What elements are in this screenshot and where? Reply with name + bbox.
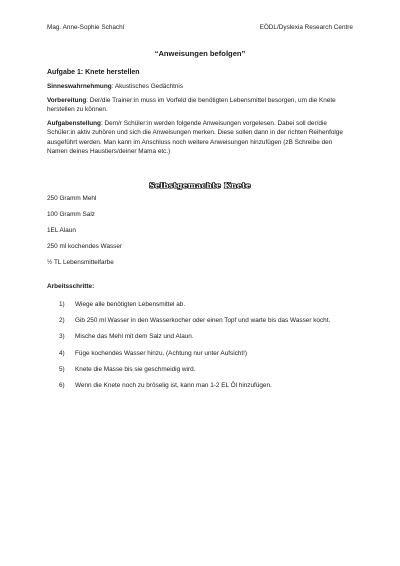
perception-text: : Akustisches Gedächtnis (111, 83, 184, 90)
step-item (59, 301, 185, 308)
step-number: 5) (59, 366, 65, 373)
step-text: Knete die Masse bis sie geschmeidig wird. (75, 366, 196, 373)
header-organization: EÖDL/Dyslexia Research Centre (259, 24, 353, 31)
step-number: 6) (59, 382, 65, 389)
step-text: Gib 250 ml Wasser in den Wasserkocher oder einen Topf und warte bis das Wasser kocht. (75, 317, 331, 324)
step-item (59, 317, 330, 324)
perception-paragraph (47, 82, 353, 91)
step-number: 2) (59, 317, 65, 324)
step-number: 4) (59, 350, 65, 357)
ingredient-item: 250 ml kochendes Wasser (47, 243, 123, 250)
step-text: Mische das Mehl mit dem Salz und Alaun. (75, 333, 194, 340)
task-heading: Aufgabe 1: Knete herstellen (47, 69, 140, 76)
step-item (59, 350, 247, 357)
step-number: 1) (59, 301, 65, 308)
step-number: 3) (59, 333, 65, 340)
steps-heading: Arbeitsschritte: (47, 283, 95, 290)
ingredient-item: 250 Gramm Mehl (47, 195, 97, 202)
step-text: Füge kochendes Wasser hinzu. (Achtung nur unter Aufsicht!) (75, 350, 248, 357)
ingredient-item: 1EL Alaun (47, 227, 76, 234)
preparation-paragraph (47, 96, 353, 115)
preparation-label: Vorbereitung (47, 97, 87, 104)
perception-label: Sinneswahrnehmung (47, 83, 112, 90)
step-item (59, 333, 194, 340)
step-item (59, 382, 272, 389)
step-text: Wenn die Knete noch zu bröselig ist, kann man 1-2 EL Öl hinzufügen. (75, 382, 272, 389)
step-text: Wiege alle benötigten Lebensmittel ab. (75, 301, 186, 308)
instruction-label: Aufgabenstellung (47, 120, 101, 127)
instruction-text: : Dem/r Schüler:in werden folgende Anweisungen vorgelesen. Dabei soll der/die Schüler:in aktiv zuhören und sich die Anweisungen merken. Diese sollen dann in der richten Reihenfolge ausgeführt werden. Man kann im Anschluss noch weitere Anweisungen hinzufügen (zB Schreibe den Namen deines Haustiers/deiner Mama etc.) (47, 120, 343, 156)
instruction-paragraph (47, 119, 353, 157)
ingredient-item: 100 Gramm Salz (47, 211, 95, 218)
step-item (59, 366, 195, 373)
recipe-title: Selbstgemachte Knete (149, 181, 251, 190)
page-header (47, 24, 353, 31)
header-author: Mag. Anne-Sophie Schachl (47, 24, 125, 31)
preparation-text: : Der/die Trainer:in muss im Vorfeld die benötigten Lebensmittel besorgen, um die Knete herstellen zu können. (47, 97, 336, 114)
document-title: “Anweisungen befolgen” (154, 49, 246, 58)
ingredient-item: ½ TL Lebensmittelfarbe (47, 259, 114, 266)
